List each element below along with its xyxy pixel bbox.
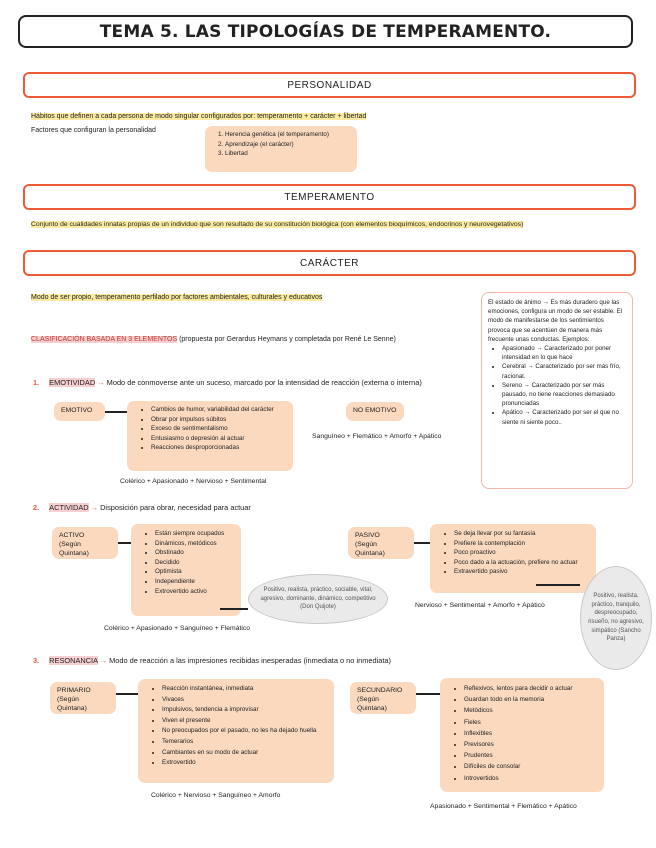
pasivo-label-sub: (Según Quintana)	[355, 541, 385, 557]
list-item: • Dinámicos, metódicos	[155, 539, 235, 549]
emotivo-traits-box	[127, 401, 293, 471]
list-item: • Impulsivos, tendencia a improvisar	[162, 705, 328, 716]
arrow-icon: →	[88, 503, 101, 512]
list-item: • Obstinado	[155, 548, 235, 558]
connector-line	[118, 542, 131, 544]
list-item: • Independiente	[155, 577, 235, 587]
primario-summary: Colérico + Nervioso + Sanguíneo + Amorfo	[151, 792, 281, 799]
resonancia-desc: Modo de reacción a las impresiones recibidas inesperadas (inmediata o no inmediata)	[109, 656, 391, 665]
secundario-label	[350, 682, 416, 714]
list-item: • Decidido	[155, 558, 235, 568]
list-item: • Metódicos	[464, 705, 598, 716]
list-item: • Cambiantes en su modo de actuar	[162, 748, 328, 759]
list-item: • Difíciles de consolar	[464, 761, 598, 772]
connector-line	[416, 693, 440, 695]
arrow-icon: →	[95, 378, 107, 387]
classification-title: CLASIFICACIÓN BASADA EN 3 ELEMENTOS	[31, 336, 178, 343]
no-emotivo-label: NO EMOTIVO	[346, 402, 404, 421]
list-item: • Cerebral → Caracterizado por ser más frío, racional.	[502, 362, 626, 380]
caracter-definition-text: Modo de ser propio, temperamento perfilado por factores ambientales, culturales y educativos	[31, 294, 323, 301]
list-item: • Extrovertido	[162, 758, 328, 769]
list-item: 2. Aprendizaje (el carácter)	[225, 140, 351, 150]
list-item: • Reacciones desproporcionadas	[151, 443, 287, 453]
list-item: • Introvertidos	[464, 773, 598, 784]
connector-line	[105, 411, 127, 413]
emotividad-title: EMOTIVIDAD	[49, 378, 96, 387]
list-item: • Apasionado → Caracterizado por poner intensidad en lo que hace	[502, 344, 626, 362]
list-item: • Prefiere la contemplación	[454, 539, 590, 549]
personalidad-definition	[31, 112, 366, 122]
list-item: • Sereno → Caracterizado por ser más pausado, no tiene reacciones demasiado pronunciadas	[502, 381, 626, 409]
list-item: • Previsores	[464, 739, 598, 750]
list-item: • Temerarios	[162, 737, 328, 748]
list-item: • Extrovertido activo	[155, 587, 235, 597]
page-title: TEMA 5. LAS TIPOLOGÍAS DE TEMPERAMENTO.	[18, 15, 633, 48]
list-item: • Extravertido pasivo	[454, 567, 590, 577]
list-item: • Fieles	[464, 717, 598, 728]
list-item: • Guardan todo en la memoria	[464, 694, 598, 705]
activo-summary: Colérico + Apasionado + Sanguíneo + Flemático	[104, 625, 251, 632]
primario-traits-box	[138, 679, 334, 783]
emotivo-label: EMOTIVO	[54, 402, 105, 421]
pasivo-traits-box	[430, 524, 596, 593]
primario-label	[50, 682, 116, 714]
connector-line	[220, 608, 248, 610]
emotivo-traits-list	[127, 401, 293, 457]
list-item: • Reacción instantánea, inmediata	[162, 684, 328, 695]
connector-line	[116, 693, 138, 695]
primario-traits-list	[138, 679, 334, 773]
list-item: • Apático → Caracterizado por ser el que no siente ni siente poco..	[502, 408, 626, 426]
emotivo-summary: Colérico + Apasionado + Nervioso + Sentimental	[120, 478, 267, 485]
temperamento-definition-text: Conjunto de cualidades innatas propias de un individuo que son resultado de su constitución biológica (con elementos bioquímicos, endocrinos y neurovegetativos)	[31, 221, 524, 228]
list-item: • Viven el presente	[162, 716, 328, 727]
list-item: • Están siempre ocupados	[155, 529, 235, 539]
no-emotivo-summary: Sanguíneo + Flemático + Amorfo + Apático	[312, 433, 442, 440]
activo-label	[52, 527, 118, 559]
primario-label-sub: (Según Quintana)	[57, 696, 87, 712]
secundario-summary: Apasionado + Sentimental + Flemático + Apático	[430, 803, 577, 810]
section-header-caracter: CARÁCTER	[23, 250, 636, 276]
classification-heading	[31, 335, 396, 345]
pasivo-label-text: PASIVO	[355, 532, 380, 539]
activo-description-oval: Positivo, realista, práctico, sociable, vital, agresivo, dominante, dinámico, competitivo (Don Quijote)	[248, 574, 388, 624]
list-item: • Reflexivos, lentos para decidir o actuar	[464, 683, 598, 694]
secundario-traits-list	[440, 678, 604, 788]
list-item: • Inflexibles	[464, 728, 598, 739]
resonancia-heading	[33, 656, 391, 665]
pasivo-summary: Nervioso + Sentimental + Amorfo + Apático	[415, 602, 545, 609]
list-item: 3. Libertad	[225, 149, 351, 159]
section-header-temperamento: TEMPERAMENTO	[23, 184, 636, 210]
pasivo-traits-list	[430, 524, 596, 581]
resonancia-title: RESONANCIA	[49, 656, 98, 665]
actividad-desc: Disposición para obrar, necesidad para actuar	[100, 503, 251, 512]
list-item: • Prudentes	[464, 750, 598, 761]
note-intro: El estado de ánimo → Es más duradero que las emociones, configura un modo de ser estable. El modo de manifestarse de los sentimientos provoca que se acentúen de manera más frecuente unas conductas. Ejemplos:	[488, 299, 623, 343]
section-number: 2.	[33, 503, 40, 512]
list-item: • Poco dado a la actuación, prefiere no actuar	[454, 558, 590, 568]
pasivo-description-oval: Positivo, realista, práctico, tranquilo, despreocupado, risueño, no agresivo, simpático (Sancho Panza)	[580, 566, 652, 670]
pasivo-label	[348, 527, 414, 559]
note-list	[488, 344, 626, 427]
section-number: 1.	[33, 378, 40, 387]
connector-line	[536, 584, 580, 586]
estado-animo-note	[481, 292, 633, 489]
list-item: • No preocupados por el pasado, no les ha dejado huella	[162, 726, 328, 737]
caracter-definition	[31, 293, 322, 303]
list-item: • Vivaces	[162, 695, 328, 706]
list-item: • Optimista	[155, 567, 235, 577]
connector-line	[414, 542, 430, 544]
secundario-traits-box	[440, 678, 604, 792]
temperamento-definition	[31, 220, 523, 230]
activo-traits-box	[131, 524, 241, 616]
activo-traits-list	[131, 524, 241, 600]
list-item: • Entusiasmo o depresión al actuar	[151, 434, 287, 444]
personalidad-definition-text: Hábitos que definen a cada persona de modo singular configurados por: temperamento + carácter + libertad	[31, 113, 367, 120]
factors-list	[205, 126, 357, 163]
primario-label-text: PRIMARIO	[57, 687, 91, 694]
classification-authors: (propuesta por Gerardus Heymans y completada por René Le Senne)	[177, 336, 396, 343]
actividad-title: ACTIVIDAD	[49, 503, 89, 512]
list-item: • Obrar por impulsos súbitos	[151, 415, 287, 425]
factors-box	[205, 126, 357, 172]
secundario-label-sub: (Según Quintana)	[357, 696, 387, 712]
factors-label: Factores que configuran la personalidad	[31, 127, 156, 134]
section-number: 3.	[33, 656, 40, 665]
list-item: • Cambios de humor, variabilidad del carácter	[151, 405, 287, 415]
list-item: • Poco proactivo	[454, 548, 590, 558]
list-item: 1. Herencia genética (el temperamento)	[225, 130, 351, 140]
actividad-heading	[33, 503, 251, 512]
list-item: • Se deja llevar por su fantasía	[454, 529, 590, 539]
secundario-label-text: SECUNDARIO	[357, 687, 403, 694]
section-header-personalidad: PERSONALIDAD	[23, 72, 636, 98]
activo-label-sub: (Según Quintana)	[59, 541, 89, 557]
emotividad-heading	[33, 378, 422, 387]
list-item: • Exceso de sentimentalismo	[151, 424, 287, 434]
arrow-icon: →	[97, 656, 110, 665]
activo-label-text: ACTIVO	[59, 532, 85, 539]
emotividad-desc: Modo de conmoverse ante un suceso, marcado por la intensidad de reacción (externa o interna)	[106, 378, 422, 387]
